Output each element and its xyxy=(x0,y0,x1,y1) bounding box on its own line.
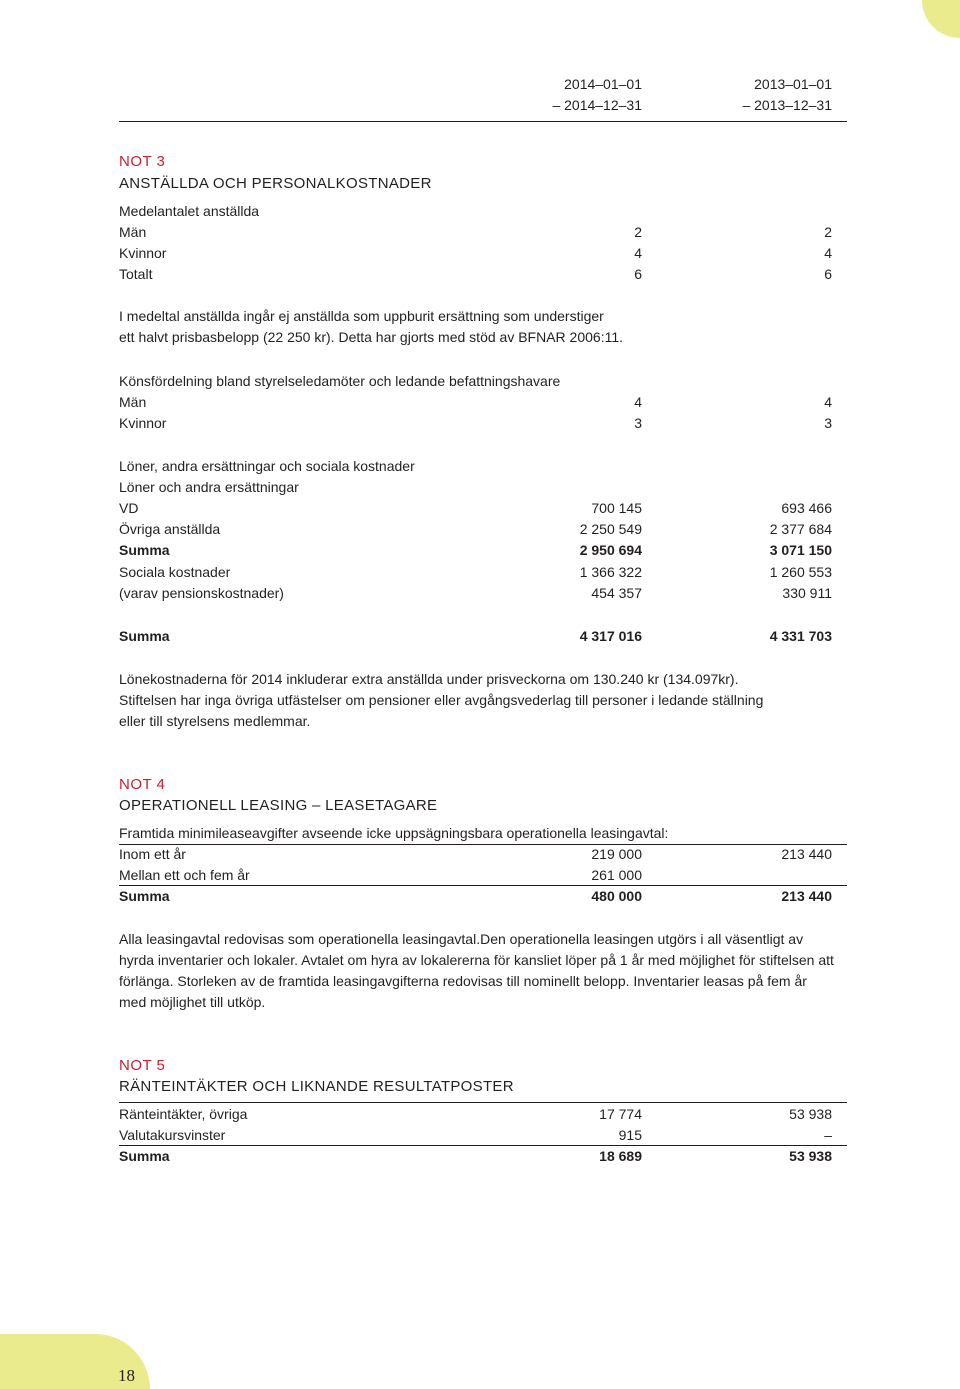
table-row-total xyxy=(119,1146,832,1167)
value-2013: 3 071 150 xyxy=(769,542,832,558)
note3-paragraph xyxy=(119,306,849,348)
row-label: Summa xyxy=(119,1148,170,1164)
note4-intro: Framtida minimileaseavgifter avseende icke uppsägningsbara operationella leasingavtal: xyxy=(119,825,669,841)
table-row xyxy=(119,562,832,583)
table-row xyxy=(119,222,832,243)
row-label: VD xyxy=(119,500,139,516)
row-label: Kvinnor xyxy=(119,415,167,431)
salaries-heading: Löner, andra ersättningar och sociala kostnader xyxy=(119,458,415,474)
note4-title: OPERATIONELL LEASING – LEASETAGARE xyxy=(119,797,438,814)
value-2013: 53 938 xyxy=(789,1106,832,1122)
value-2014: 2 250 549 xyxy=(579,521,642,537)
value-2013: 213 440 xyxy=(781,846,832,862)
text-line: I medeltal anställda ingår ej anställda som uppburit ersättning som understiger xyxy=(119,308,604,324)
row-label: Män xyxy=(119,224,147,240)
value-2014: 3 xyxy=(634,415,642,431)
row-label: Ränteintäkter, övriga xyxy=(119,1106,248,1122)
text-line: eller till styrelsens medlemmar. xyxy=(119,713,311,729)
table-row xyxy=(119,519,832,540)
table-row xyxy=(119,413,832,434)
value-2013: 1 260 553 xyxy=(769,564,832,580)
table-row xyxy=(119,844,832,865)
row-label: Summa xyxy=(119,628,170,644)
value-2013: 3 xyxy=(824,415,832,431)
value-2013: 2 xyxy=(824,224,832,240)
note3-number: NOT 3 xyxy=(119,153,166,170)
table-row xyxy=(119,392,832,413)
text-line: förlänga. Storleken av de framtida leasingavgifterna redovisas till nominellt belopp. Inventarier leasas på fem år xyxy=(119,973,807,989)
header-divider xyxy=(119,121,847,122)
text-line: Lönekostnaderna för 2014 inkluderar extra anställda under prisveckorna om 130.240 kr (134.097kr). xyxy=(119,671,739,687)
text-line: hyrda inventarier och lokaler. Avtalet om hyra av lokalererna för kansliet löper på 1 år med möjlighet för stiftelsen att xyxy=(119,952,834,968)
row-label: Summa xyxy=(119,888,170,904)
value-2014: 4 317 016 xyxy=(579,628,642,644)
row-label: Totalt xyxy=(119,266,153,282)
table-row xyxy=(119,865,832,886)
note3-title: ANSTÄLLDA OCH PERSONALKOSTNADER xyxy=(119,175,432,192)
note5-number: NOT 5 xyxy=(119,1057,166,1074)
column-header-2013-start: 2013–01–01 xyxy=(754,76,832,92)
row-label: Kvinnor xyxy=(119,245,167,261)
value-2013: 2 377 684 xyxy=(769,521,832,537)
row-label: Inom ett år xyxy=(119,846,186,862)
column-header-2014 xyxy=(442,74,642,116)
row-label: Valutakursvinster xyxy=(119,1127,226,1143)
note3-footer-paragraph xyxy=(119,669,849,732)
text-line: ett halvt prisbasbelopp (22 250 kr). Detta har gjorts med stöd av BFNAR 2006:11. xyxy=(119,329,623,345)
gender-heading: Könsfördelning bland styrelseledamöter och ledande befattningshavare xyxy=(119,373,561,389)
value-2014: 700 145 xyxy=(591,500,642,516)
row-label: Mellan ett och fem år xyxy=(119,867,250,883)
salaries-subheading: Löner och andra ersättningar xyxy=(119,479,299,495)
column-header-2014-start: 2014–01–01 xyxy=(564,76,642,92)
value-2014: 915 xyxy=(618,1127,642,1143)
value-2013: 53 938 xyxy=(789,1148,832,1164)
table-row xyxy=(119,583,832,604)
note4-number: NOT 4 xyxy=(119,776,166,793)
value-2014: 6 xyxy=(634,266,642,282)
row-label: (varav pensionskostnader) xyxy=(119,585,284,601)
table-row-total xyxy=(119,264,832,285)
value-2013: – xyxy=(824,1127,832,1143)
page-number: 18 xyxy=(118,1366,135,1385)
column-header-2013-end: – 2013–12–31 xyxy=(742,97,832,113)
employees-heading: Medelantalet anställda xyxy=(119,203,260,219)
value-2013: 330 911 xyxy=(782,585,832,601)
table-row-total xyxy=(119,886,832,907)
row-label: Summa xyxy=(119,542,170,558)
value-2014: 18 689 xyxy=(599,1148,642,1164)
row-label: Sociala kostnader xyxy=(119,564,231,580)
table-row-total xyxy=(119,626,832,647)
text-line: med möjlighet till utköp. xyxy=(119,994,266,1010)
column-header-2013 xyxy=(632,74,832,116)
table-row xyxy=(119,243,832,264)
value-2013: 693 466 xyxy=(781,500,832,516)
value-2014: 480 000 xyxy=(591,888,642,904)
value-2013: 6 xyxy=(824,266,832,282)
note4-paragraph xyxy=(119,929,849,1013)
value-2014: 4 xyxy=(634,394,642,410)
table-divider xyxy=(119,1102,847,1103)
value-2014: 454 357 xyxy=(591,585,642,601)
value-2014: 2 950 694 xyxy=(579,542,642,558)
value-2014: 1 366 322 xyxy=(579,564,642,580)
note5-title: RÄNTEINTÄKTER OCH LIKNANDE RESULTATPOSTER xyxy=(119,1078,514,1095)
value-2014: 261 000 xyxy=(591,867,642,883)
value-2014: 17 774 xyxy=(599,1106,642,1122)
value-2013: 213 440 xyxy=(781,888,832,904)
table-row-subtotal xyxy=(119,540,832,561)
value-2013: 4 xyxy=(824,394,832,410)
row-label: Övriga anställda xyxy=(119,521,221,537)
text-line: Stiftelsen har inga övriga utfästelser om pensioner eller avgångsvederlag till personer i ledande ställning xyxy=(119,692,764,708)
table-row xyxy=(119,1125,832,1146)
value-2013: 4 xyxy=(824,245,832,261)
corner-decoration-top-right xyxy=(922,0,960,38)
value-2014: 219 000 xyxy=(591,846,642,862)
column-header-2014-end: – 2014–12–31 xyxy=(552,97,642,113)
value-2013: 4 331 703 xyxy=(769,628,832,644)
value-2014: 4 xyxy=(634,245,642,261)
text-line: Alla leasingavtal redovisas som operationella leasingavtal.Den operationella leasingen utgörs i all väsentligt av xyxy=(119,931,804,947)
row-label: Män xyxy=(119,394,147,410)
table-row xyxy=(119,1104,832,1125)
value-2014: 2 xyxy=(634,224,642,240)
table-row xyxy=(119,498,832,519)
